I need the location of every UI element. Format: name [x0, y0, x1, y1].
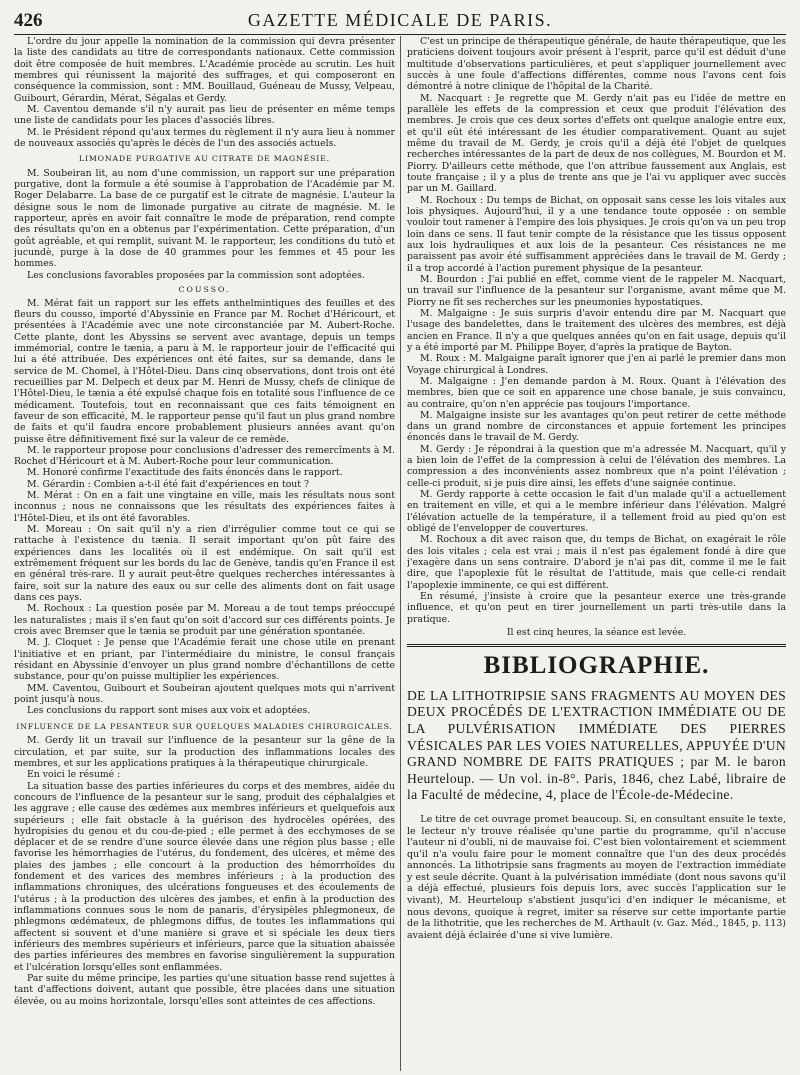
paragraph: M. Honoré confirme l'exactitude des faits énoncés dans le rapport.: [27, 467, 343, 479]
paragraph: MM. Caventou, Guibourt et Soubeiran ajoutent quelques mots qui n'arrivent point jusqu'à nous.: [14, 682, 395, 706]
paragraph: M. Nacquart : Je regrette que M. Gerdy n'ait pas eu l'idée de mettre en parallèle les effets de la compression et ceux que produit l'élévation des membres. Je crois que ces deux sortes d'effets ont quelque analogie entre eux, et qu'il eût été intéressant de les étudier comparativement. Quant au sujet même du travail de M. Gerdy, je crois qu'il a déjà été l'objet de quelques recherches intéressantes de la part de deux de nos collègues, M. Bourdon et M. Piorry. D'ailleurs cette méthode, que l'on attribue faussement aux Anglais, est toute française ; il y a plus de trente ans que je l'ai vu appliquer avec succès par un M. Gaillard.: [407, 92, 786, 195]
paragraph: M. Moreau : On sait qu'il n'y a rien d'irrégulier comme tout ce qui se rattache à l'existence du tænia. Il serait important qu'on pût faire des expériences dans les localités où il est endémique. On sait qu'il est extrêmement fréquent sur les bords du lac de Genève, tandis qu'en France il est en général très-rare. Il y aurait peut-être quelques recherches intéressantes à faire, soit sur la nature des eaux ou sur celle des aliments dont on fait usage dans ces pays.: [14, 524, 395, 604]
paragraph: M. le rapporteur propose pour conclusions d'adresser des remercîments à M. Rochet d'Héricourt et à M. Aubert-Roche pour leur communication.: [14, 444, 395, 468]
paragraph: M. Malgaigne insiste sur les avantages qu'on peut retirer de cette méthode dans un grand nombre de circonstances et appuie fortement les principes énoncés dans le travail de M. Gerdy.: [407, 409, 786, 444]
section-heading: LIMONADE PURGATIVE AU CITRATE DE MAGNÉSIE.: [79, 154, 330, 164]
book-review: Le titre de cet ouvrage promet beaucoup. Si, en consultant ensuite le texte, le lecteur n'y trouve réalisée qu'une partie du programme, qu'il n'accuse l'auteur ni d'oubli, ni de mauvaise foi. C'est bien volontairement et sciemment qu'il n'a voulu faire pour le moment connaître que l'un des deux procédés annoncés. La lithotripsie sans fragments au moyen de l'extraction immédiate y est seule décrite. Quant à la pulvérisation immédiate (dont nous savons qu'il a déjà effectué, plusieurs fois depuis lors, avec succès l'application sur le vivant), M. Heurteloup s'abstient jusqu'ici d'en indiquer le mécanisme, et nous devons, quoique à regret, imiter sa réserve sur cette importante partie de la lithotritie, que les recherches de M. Arthault (v. Gaz. Méd., 1845, p. 113) avaient déjà éclairée d'une si vive lumière.: [407, 813, 786, 941]
bibliography-heading: BIBLIOGRAPHIE.: [483, 652, 710, 680]
book-title: DE LA LITHOTRIPSIE SANS FRAGMENTS AU MOYEN DES DEUX PROCÉDÉS DE L'EXTRACTION IMMÉDIATE OU DE LA PULVÉRISATION IMMÉDIATE DES PIERRES VÉSICALES PAR LES VOIES NATURELLES, APPUYÉE D'UN GRAND NOMBRE DE FAITS PRATIQUES ; par M. le baron Heurteloup. — Un vol. in-8°. Paris, 1846, chez Labé, libraire de la Faculté de médecine, 4, place de l'École-de-Médecine.: [407, 687, 786, 803]
journal-title: GAZETTE MÉDICALE DE PARIS.: [247, 10, 553, 30]
paragraph: M. J. Cloquet : Je pense que l'Académie ferait une chose utile en prenant l'initiative et en priant, par l'intermédiaire du ministre, le consul français résidant en Abyssinie d'envoyer un plus grand nombre d'échantillons de cette substance, pour qu'on puisse multiplier les expériences.: [14, 637, 395, 683]
paragraph: M. Gérardin : Combien a-t-il été fait d'expériences en tout ?: [27, 478, 309, 490]
paragraph: L'ordre du jour appelle la nomination de la commission qui devra présenter la liste des candidats au titre de correspondants nationaux. Cette commission doit être composée de huit membres. L'Académie procède au scrutin. Les huit membres qui réunissent la majorité des suffrages, et qui composeront en conséquence la commission, sont : MM. Bouillaud, Guéneau de Mussy, Velpeau, Guibourt, Gérardin, Mérat, Ségalas et Gerdy.: [14, 36, 395, 104]
page-number: 426: [14, 10, 43, 31]
paragraph: M. Mérat : On en a fait une vingtaine en ville, mais les résultats nous sont inconnus ; nous ne connaissons que les résultats des expériences faites à l'Hôtel-Dieu, et ils ont été favorables.: [14, 490, 395, 524]
paragraph: M. Gerdy lit un travail sur l'influence de la pesanteur sur la gêne de la circulation, et par suite, sur la production des inflammations locales des membres, et sur les applications pratiques à la thérapeutique chirurgicale.: [14, 735, 395, 769]
paragraph: M. Rochoux : La question posée par M. Moreau a de tout temps préoccupé les naturalistes ; mais il s'en faut qu'on soit d'accord sur ces différents points. Je crois avec Bremser que le tænia se produit par une génération spontanée.: [14, 603, 395, 638]
section-heading: INFLUENCE DE LA PESANTEUR SUR QUELQUES MALADIES CHIRURGICALES.: [16, 721, 393, 731]
paragraph: M. Bourdon : J'ai publié en effet, comme vient de le rappeler M. Nacquart, un travail sur l'influence de la pesanteur sur l'organisme, avant même que M. Piorry ne fît ses recherches sur les pneumonies hypostatiques.: [407, 273, 786, 308]
paragraph: C'est un principe de thérapeutique générale, de haute thérapeutique, que les praticiens doivent toujours avoir présent à l'esprit, parce qu'il est déduit d'une multitude d'observations particulières, et peut s'appliquer journellement avec succès à une foule d'affections différentes, comme nous l'avons cent fois démontré à notre clinique de l'hôpital de la Charité.: [407, 36, 786, 93]
section-heading: COUSSO.: [178, 285, 231, 295]
paragraph: M. Caventou demande s'il n'y aurait pas lieu de présenter en même temps une liste de candidats pour les places d'associés libres.: [14, 103, 395, 127]
closing-line: Il est cinq heures, la séance est levée.: [506, 627, 687, 639]
paragraph: Par suite du même principe, les parties qu'une situation basse rend sujettes à tant d'affections doivent, autant que possible, être placées dans une situation élevée, ou au moins horizontale, lorsqu'elles sont atteintes de ces affections.: [14, 973, 395, 1007]
paragraph: M. Gerdy : Je répondrai à la question que m'a adressée M. Nacquart, qu'il y a bien loin de l'effet de la compression à celui de l'élévation des membres. La compression a des inconvénients assez nombreux que n'a point l'élévation ; celle-ci produit, si je puis dire ainsi, les effets d'une saignée continue.: [407, 443, 786, 489]
paragraph: En voici le résumé :: [27, 769, 121, 781]
paragraph: La situation basse des parties inférieures du corps et des membres, aidée du concours de l'influence de la pesanteur sur le sang, produit des céphalalgies et les aggrave ; elle cause des œdèmes aux membres inférieurs et quelquefois aux supérieurs ; elle fait obstacle à la guérison des hydrocèles opérées, des hydropisies du genou et du cou-de-pied ; elle permet à des ecchymoses de se déplacer et de se rendre d'une source élevée dans une région plus basse ; elle favorise les hémorrhagies de l'utérus, du fondement, des ulcères, et même des plaies des jambes ; elle concourt à la production des hémorrhoïdes du fondement et des varices des membres inférieurs ; à la production des inflammations chroniques, des ulcérations fongueuses et des écoulements de l'utérus ; à la production des ulcères des jambes, et enfin à la production des inflammations connues sous le nom de panaris, d'érysipèles phlegmoneux, de phlegmons œdémateux, de phlegmons diffus, de toutes les inflammations qui affectent si souvent et d'une manière si grave et si spéciale les deux tiers inférieurs des membres supérieurs et inférieurs, parce que la situation abaissée des parties inférieures des membres en favorise singulièrement la suppuration et l'ulcération lorsqu'elles sont enflammées.: [14, 780, 395, 973]
paragraph: Les conclusions favorables proposées par la commission sont adoptées.: [27, 269, 365, 281]
paragraph: M. Gerdy rapporte à cette occasion le fait d'un malade qu'il a actuellement en traitement en ville, et qui a le membre inférieur dans l'élévation. Malgré l'élévation actuelle de la température, il a tellement froid au pied qu'on est obligé de l'envelopper de couvertures.: [407, 489, 786, 535]
paragraph: M. Malgaigne : J'en demande pardon à M. Roux. Quant à l'élévation des membres, bien que ce soit en apparence une chose banale, je suis convaincu, au contraire, qu'on n'en apprécie pas toujours l'importance.: [407, 375, 786, 410]
right-column: [407, 36, 786, 1071]
bibliography-rule: [407, 644, 786, 647]
paragraph: En résumé, j'insiste à croire que la pesanteur exerce une très-grande influence, et qu'on peut en tirer journellement un parti très-utile dans la pratique.: [407, 591, 786, 625]
paragraph: M. Rochoux : Du temps de Bichat, on opposait sans cesse les lois vitales aux lois physiques. Aujourd'hui, il y a une tendance toute opposée : on semble vouloir tout ramener à l'empire des lois physiques. Je crois qu'on va un peu trop loin dans ce sens. Il faut tenir compte de la résistance que les tissus opposent aux lois hydrauliques et aux lois de la pesanteur. Ces résistances ne me paraissent pas avoir été suffisamment appréciées dans le travail de M. Gerdy ; il a trop accordé à l'action purement physique de la pesanteur.: [407, 194, 786, 274]
column-divider: [400, 36, 401, 1071]
paragraph: M. Malgaigne : Je suis surpris d'avoir entendu dire par M. Nacquart que l'usage des bandelettes, dans le traitement des ulcères des membres, est déjà ancien en France. Il n'y a que quelques années qu'on en fait usage, depuis qu'il y a été importé par M. Philippe Boyer, d'après la pratique de Bayton.: [407, 307, 786, 353]
right-column-articles: [407, 36, 786, 638]
paragraph: M. Roux : M. Malgaigne paraît ignorer que j'en ai parlé le premier dans mon Voyage chirurgical à Londres.: [407, 353, 786, 376]
left-column: [14, 36, 395, 1071]
paragraph: Les conclusions du rapport sont mises aux voix et adoptées.: [27, 705, 311, 717]
paragraph: M. Soubeiran lit, au nom d'une commission, un rapport sur une préparation purgative, dont la formule a été soumise à l'approbation de l'Académie par M. Roger Delabarre. La base de ce purgatif est le citrate de magnésie. L'auteur la désigne sous le nom de limonade purgative au citrate de magnésie. M. le rapporteur, après en avoir fait connaître le mode de préparation, rend compte des résultats qu'on en a obtenus par l'expérimentation. Cette préparation, d'un goût agréable, et qui remplit, suivant M. le rapporteur, les conditions du tutò et jucundè, purge à la dose de 40 grammes pour les femmes et 45 pour les hommes.: [14, 167, 395, 270]
page-header: [14, 8, 786, 35]
paragraph: M. le Président répond qu'aux termes du règlement il n'y aura lieu à nommer de nouveaux associés qu'après le décès de l'un des associés actuels.: [14, 126, 395, 149]
paragraph: M. Mérat fait un rapport sur les effets anthelmintiques des feuilles et des fleurs du cousso, importé d'Abyssinie en France par M. Rochet d'Héricourt, et présentées à l'Académie avec une note circonstanciée par M. Aubert-Roche. Cette plante, dont les Abyssins se servent avec avantage, depuis un temps immémorial, contre le tænia, a paru à M. le rapporteur jouir de l'efficacité qui lui a été attribuée. Des expériences ont été faites, sur sa demande, dans le service de M. Chomel, à l'Hôtel-Dieu. Dans cinq observations, dont trois ont été recueillies par M. Delpech et deux par M. Henri de Mussy, chefs de clinique de l'Hôtel-Dieu, le tænia a été expulsé chaque fois en totalité sous l'influence de ce médicament. Toutefois, tout en reconnaissant que ces faits témoignent en faveur de son efficacité, M. le rapporteur pense qu'il faut un plus grand nombre de faits et qu'il faudra encore probablement plusieurs années avant qu'on puisse être définitivement fixé sur la valeur de ce remède.: [14, 297, 395, 445]
paragraph: M. Rochoux a dit avec raison que, du temps de Bichat, on exagérait le rôle des lois vitales ; cela est vrai ; mais il n'est pas également fondé à dire que j'exagère dans un sens contraire. D'abord je n'ai pas dit, comme il me le fait dire, que l'apoplexie fût le résultat de l'attitude, mais que celle-ci rendait l'apoplexie imminente, ce qui est différent.: [407, 534, 786, 591]
